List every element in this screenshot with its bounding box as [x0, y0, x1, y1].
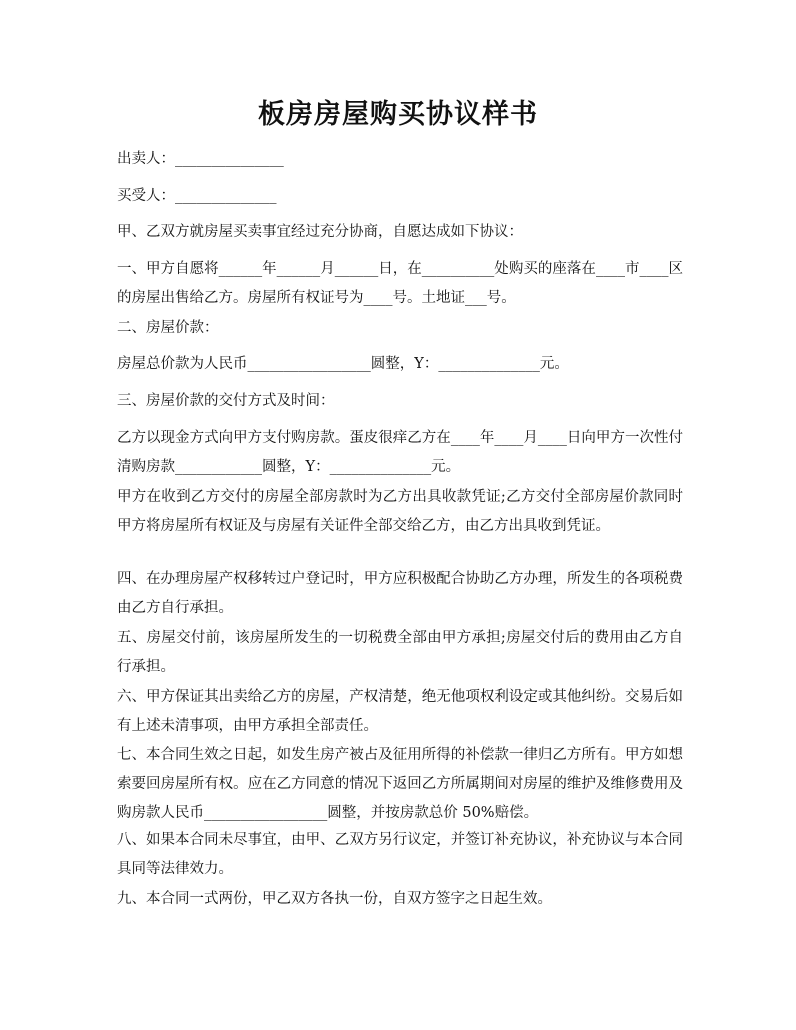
document-title: 板房房屋购买协议样书: [258, 99, 538, 130]
clause-3-heading: 三、房屋价款的交付方式及时间：: [117, 393, 335, 409]
clause-1: 一、甲方自愿将______年______月______日，在__________处购买的座落在____市____区的房屋出售给乙方。房屋所有权证号为____号。土地证___号。: [117, 261, 683, 306]
clause-9: 九、本合同一式两份，甲乙双方各执一份，自双方签字之日起生效。: [117, 891, 552, 907]
clause-4: 四、在办理房屋产权移转过户登记时，甲方应积极配合协助乙方办理，所发生的各项税费由乙方自行承担。: [117, 571, 683, 616]
clause-5: 五、房屋交付前，该房屋所发生的一切税费全部由甲方承担;房屋交付后的费用由乙方自行承担。: [117, 630, 683, 675]
payment-method: 乙方以现金方式向甲方支付购房款。蛋皮很痒乙方在____年____月____日向甲方一次性付清购房款____________圆整，Y：______________元。: [117, 430, 683, 475]
total-price-line: 房屋总价款为人民币_________________圆整，Y：______________元。: [117, 356, 569, 372]
receipt-terms: 甲方在收到乙方交付的房屋全部房款时为乙方出具收款凭证;乙方交付全部房屋价款同时甲方将房屋所有权证及与房屋有关证件全部交给乙方，由乙方出具收到凭证。: [117, 489, 683, 534]
clause-6: 六、甲方保证其出卖给乙方的房屋，产权清楚，绝无他项权利设定或其他纠纷。交易后如有上述未清事项，由甲方承担全部责任。: [117, 689, 683, 734]
clause-8: 八、如果本合同未尽事宜，由甲、乙双方另行议定，并签订补充协议，补充协议与本合同具同等法律效力。: [117, 832, 683, 877]
clause-7: 七、本合同生效之日起，如发生房产被占及征用所得的补偿款一律归乙方所有。甲方如想索要回房屋所有权。应在乙方同意的情况下返回乙方所属期间对房屋的维护及维修费用及购房款人民币_________________圆整，并按房款总价 50%赔偿。: [117, 747, 683, 821]
clause-2-heading: 二、房屋价款：: [117, 320, 219, 336]
agreement-intro: 甲、乙双方就房屋买卖事宜经过充分协商，自愿达成如下协议：: [117, 224, 523, 240]
buyer-line: 买受人：______________: [117, 188, 277, 204]
seller-line: 出卖人：_______________: [117, 151, 284, 167]
